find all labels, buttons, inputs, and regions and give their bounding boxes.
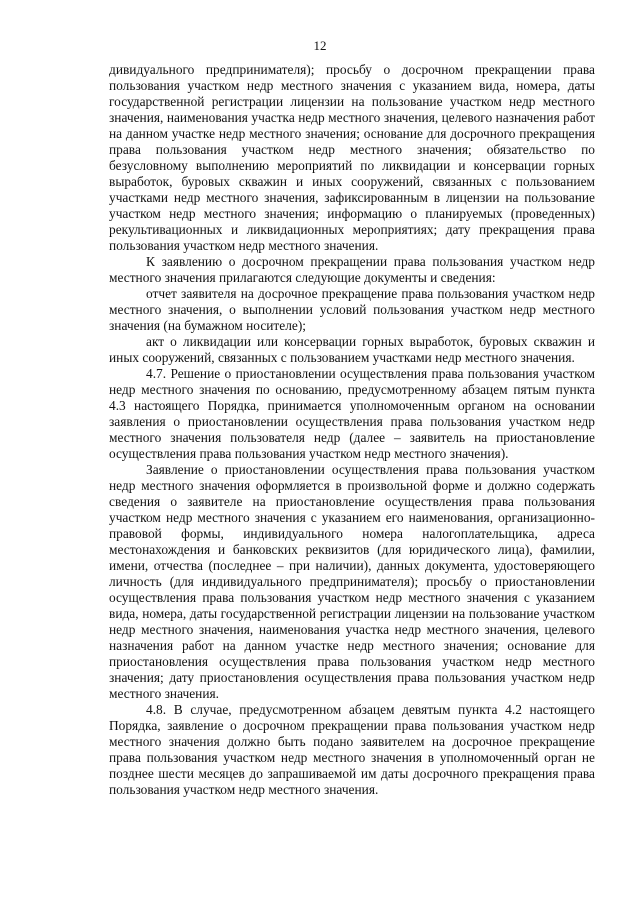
paragraph-section-4-7: 4.7. Решение о приостановлении осуществления права пользования участком недр местного значения по основанию, предусмотренному абзацем пятым пункта 4.3 настоящего Порядка, принимается уполномоченным органом на основании заявления о приостановлении осуществления права пользования участком недр местного значения пользователя недр (далее – заявитель на приостановление осуществления права пользования участком недр местного значения). — [109, 366, 595, 461]
document-body — [109, 62, 595, 798]
paragraph-suspension-application: Заявление о приостановлении осуществления права пользования участком недр местного значения оформляется в произвольной форме и должно содержать сведения о заявителе на приостановление осуществления права пользования участком недр местного значения с указанием его наименования, организационно-правовой формы, индивидуального номера налогоплательщика, адреса местонахождения и банковских реквизитов (для юридического лица), фамилии, имени, отчества (последнее – при наличии), данных документа, удостоверяющего личность (для индивидуального предпринимателя); просьбу о приостановлении осуществления права пользования участком недр местного значения с указанием вида, номера, даты государственной регистрации лицензии на пользование участком недр местного значения, наименования участка недр местного значения, целевого назначения работ на данном участке недр местного значения; основание для приостановления осуществления права пользования участком недр местного значения; дату приостановления осуществления права пользования участком недр местного значения. — [109, 462, 595, 701]
paragraph-act-item: акт о ликвидации или консервации горных выработок, буровых скважин и иных сооружений, связанных с пользованием участками недр местного значения. — [109, 334, 595, 365]
paragraph-attachments-intro: К заявлению о досрочном прекращении права пользования участком недр местного значения прилагаются следующие документы и сведения: — [109, 254, 595, 285]
page-number: 12 — [313, 38, 327, 53]
paragraph-section-4-8: 4.8. В случае, предусмотренном абзацем девятым пункта 4.2 настоящего Порядка, заявление о досрочном прекращении права пользования участком недр местного значения должно быть подано заявителем на досрочное прекращение права пользования участком недр местного значения в уполномоченный орган не позднее шести месяцев до запрашиваемой им даты досрочного прекращения права пользования участком недр местного значения. — [109, 702, 595, 797]
paragraph-continuation: дивидуального предпринимателя); просьбу о досрочном прекращении права пользования участком недр местного значения с указанием вида, номера, даты государственной регистрации лицензии на пользование участком недр местного значения, наименования участка недр местного значения, целевого назначения работ на данном участке недр местного значения; основание для досрочного прекращения права пользования участком недр местного значения; обязательство по безусловному выполнению мероприятий по ликвидации и консервации горных выработок, буровых скважин и иных сооружений, связанных с пользованием участками недр местного значения, зафиксированным в лицензии на пользование участком недр местного значения; информацию о планируемых (проведенных) рекультивационных и ликвидационных мероприятиях; дату прекращения права пользования участком недр местного значения. — [109, 62, 595, 253]
paragraph-report-item: отчет заявителя на досрочное прекращение права пользования участком недр местного значения, о выполнении условий пользования участком недр местного значения (на бумажном носителе); — [109, 286, 595, 333]
